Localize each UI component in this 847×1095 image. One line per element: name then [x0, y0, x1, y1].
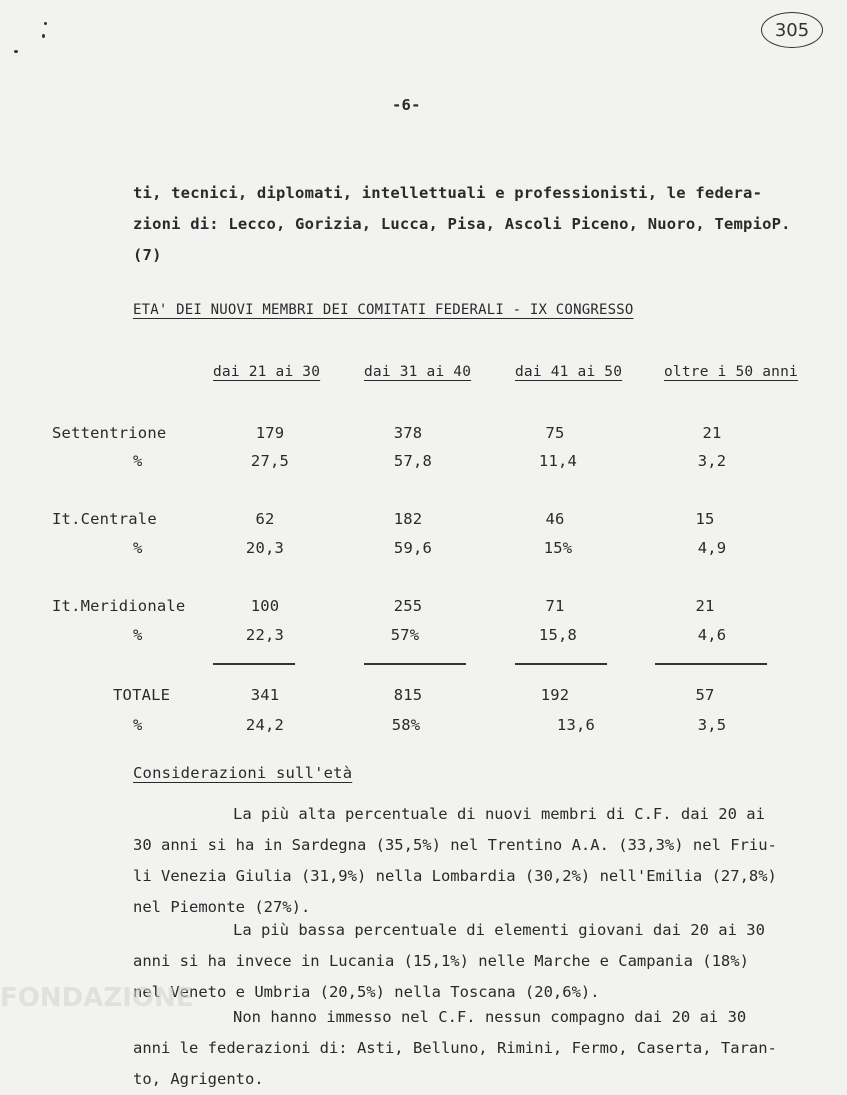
table-cell: 46 [545, 510, 565, 528]
paragraph-line: anni le federazioni di: Asti, Belluno, Rimini, Fermo, Caserta, Taran- [133, 1039, 777, 1057]
total-rule [655, 663, 767, 665]
paragraph-line: Non hanno immesso nel C.F. nessun compagno dai 20 ai 30 [233, 1008, 747, 1026]
table-cell: 59,6 [393, 539, 433, 557]
column-header: oltre i 50 anni [664, 364, 798, 380]
table-cell: 20,3 [245, 539, 285, 557]
table-cell: 75 [545, 424, 565, 442]
paragraph-line: to, Agrigento. [133, 1070, 264, 1088]
table-cell: 3,2 [697, 452, 727, 470]
table-cell: 57 [695, 686, 715, 704]
percent-label: % [133, 539, 143, 557]
paragraph [133, 799, 813, 923]
table-cell: 22,3 [245, 626, 285, 644]
table-cell: 100 [250, 597, 280, 615]
section-heading: Considerazioni sull'età [133, 764, 353, 782]
paragraph-line: anni si ha invece in Lucania (15,1%) nelle Marche e Campania (18%) [133, 952, 749, 970]
total-rule [364, 663, 466, 665]
column-header: dai 31 ai 40 [364, 364, 472, 380]
paragraph-line: li Venezia Giulia (31,9%) nella Lombardia (30,2%) nell'Emilia (27,8%) [133, 867, 777, 885]
paragraph [133, 915, 813, 1008]
column-header: dai 21 ai 30 [213, 364, 321, 380]
table-cell: 62 [255, 510, 275, 528]
table-cell: 378 [393, 424, 423, 442]
table-cell: 11,4 [538, 452, 578, 470]
table-cell: 21 [695, 597, 715, 615]
archive-number-stamp [761, 12, 823, 48]
table-cell: 255 [393, 597, 423, 615]
paragraph-line: nel Veneto e Umbria (20,5%) nella Toscana (20,6%). [133, 983, 600, 1001]
percent-label: % [133, 716, 143, 734]
ink-speck [44, 22, 47, 25]
table-cell: 71 [545, 597, 565, 615]
intro-line: (7) [133, 246, 162, 264]
paragraph-line: La più bassa percentuale di elementi giovani dai 20 ai 30 [233, 921, 765, 939]
table-cell: 58% [391, 716, 421, 734]
column-header: dai 41 ai 50 [515, 364, 623, 380]
table-cell: 15 [695, 510, 715, 528]
page-number: -6- [392, 96, 421, 114]
total-label: TOTALE [113, 686, 171, 704]
ink-speck [14, 50, 18, 53]
intro-line: zioni di: Lecco, Gorizia, Lucca, Pisa, Ascoli Piceno, Nuoro, TempioP. [133, 215, 791, 233]
table-cell: 815 [393, 686, 423, 704]
paragraph-line: La più alta percentuale di nuovi membri di C.F. dai 20 ai [233, 805, 765, 823]
table-cell: 341 [250, 686, 280, 704]
table-cell: 192 [540, 686, 570, 704]
archive-watermark [0, 985, 200, 1045]
table-cell: 57,8 [393, 452, 433, 470]
paragraph-line: 30 anni si ha in Sardegna (35,5%) nel Trentino A.A. (33,3%) nel Friu- [133, 836, 777, 854]
table-cell: 13,6 [556, 716, 596, 734]
table-cell: 27,5 [250, 452, 290, 470]
percent-label: % [133, 626, 143, 644]
archive-number: 305 [774, 19, 810, 41]
total-rule [515, 663, 607, 665]
table-cell: 4,9 [697, 539, 727, 557]
table-cell: 15% [543, 539, 573, 557]
table-cell: 182 [393, 510, 423, 528]
table-title: ETA' DEI NUOVI MEMBRI DEI COMITATI FEDERALI - IX CONGRESSO [133, 302, 634, 318]
row-label: Settentrione [52, 424, 167, 442]
table-cell: 24,2 [245, 716, 285, 734]
intro-line: ti, tecnici, diplomati, intellettuali e professionisti, le federa- [133, 184, 763, 202]
paragraph-line: nel Piemonte (27%). [133, 898, 311, 916]
watermark-text: FONDAZIONE [0, 983, 194, 1013]
total-rule [213, 663, 295, 665]
table-cell: 3,5 [697, 716, 727, 734]
table-cell: 15,8 [538, 626, 578, 644]
paragraph [133, 1002, 813, 1095]
percent-label: % [133, 452, 143, 470]
table-cell: 179 [255, 424, 285, 442]
table-cell: 21 [702, 424, 722, 442]
row-label: It.Meridionale [52, 597, 186, 615]
table-cell: 57% [390, 626, 420, 644]
table-cell: 4,6 [697, 626, 727, 644]
ink-speck [42, 34, 45, 38]
row-label: It.Centrale [52, 510, 157, 528]
